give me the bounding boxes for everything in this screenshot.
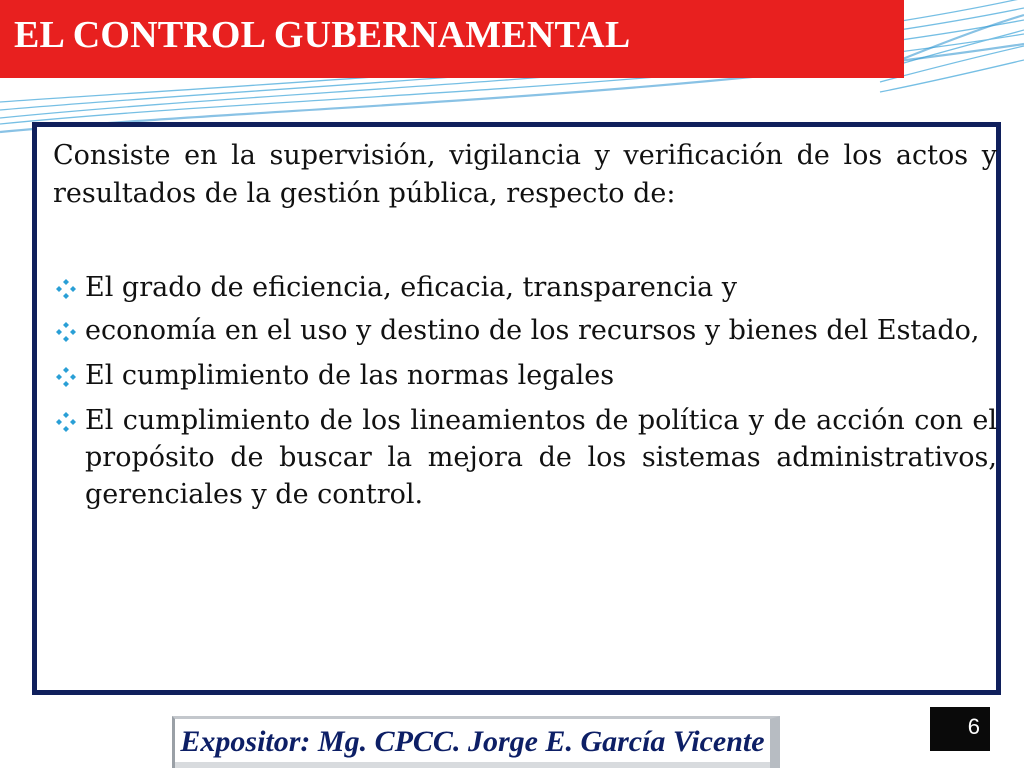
page-number: 6 [930,707,990,751]
bullet-text: economía en el uso y destino de los recursos y bienes del Estado, [85,315,980,346]
presenter-name: Expositor: Mg. CPCC. Jorge E. García Vicente [180,725,765,758]
title-bar [0,0,904,78]
four-diamond-bullet-icon [53,312,83,349]
content-frame [32,122,1001,695]
bullet-item [53,402,997,513]
presenter-footer [172,716,780,768]
bullet-text: El grado de eficiencia, eficacia, transparencia y [85,272,737,303]
bullet-text: El cumplimiento de los lineamientos de política y de acción con el propósito de buscar la mejora de los sistemas administrativos, gerenciales y de control. [85,405,997,510]
four-diamond-bullet-icon [53,269,83,306]
bullet-item [53,269,997,306]
bullet-item [53,357,997,394]
bullet-text: El cumplimiento de las normas legales [85,360,615,391]
slide-title: EL CONTROL GUBERNAMENTAL [14,14,631,56]
four-diamond-bullet-icon [53,357,83,394]
intro-paragraph: Consiste en la supervisión, vigilancia y verificación de los actos y resultados de la gestión pública, respecto de: [53,140,997,209]
four-diamond-bullet-icon [53,402,83,439]
content-body [53,137,997,513]
bullet-item [53,312,997,349]
